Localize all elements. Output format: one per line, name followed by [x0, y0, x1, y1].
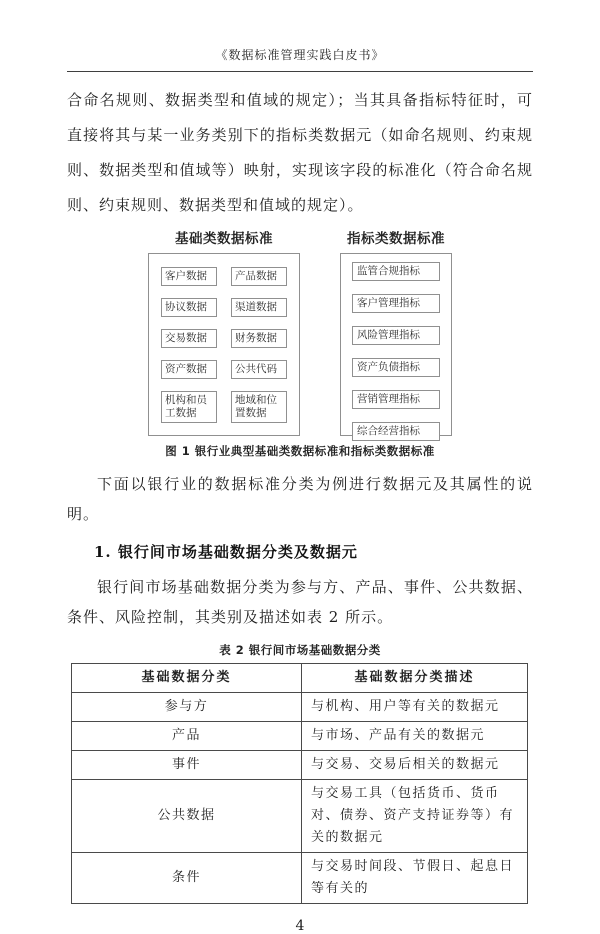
data-category-box: 公共代码	[231, 360, 287, 379]
indicator-standards-title: 指标类数据标准	[347, 231, 445, 247]
basic-standards-group	[148, 227, 300, 436]
data-category-box: 机构和员工数据	[161, 391, 217, 423]
table-row	[72, 751, 528, 780]
figure-caption: 图 1 银行业典型基础类数据标准和指标类数据标准	[165, 444, 435, 458]
basic-standards-column-1	[161, 267, 217, 421]
indicator-category-box: 风险管理指标	[352, 326, 440, 345]
indicator-category-box: 资产负债指标	[352, 358, 440, 377]
cell-category: 参与方	[72, 693, 302, 722]
cell-description: 与市场、产品有关的数据元	[302, 722, 528, 751]
cell-category: 产品	[72, 722, 302, 751]
paragraph-intro: 下面以银行业的数据标准分类为例进行数据元及其属性的说明。	[67, 475, 533, 523]
section-heading: 1. 银行间市场基础数据分类及数据元	[94, 543, 358, 561]
data-category-box: 渠道数据	[231, 298, 287, 317]
figure-diagram	[67, 227, 533, 436]
page-number: 4	[295, 918, 305, 934]
cell-category: 公共数据	[72, 780, 302, 853]
basic-standards-box	[148, 253, 300, 436]
cell-description: 与交易时间段、节假日、起息日等有关的	[302, 853, 528, 904]
column-header-category: 基础数据分类	[72, 664, 302, 693]
data-category-box: 地域和位置数据	[231, 391, 287, 423]
data-category-box: 协议数据	[161, 298, 217, 317]
indicator-standards-group	[340, 227, 452, 436]
table-row	[72, 853, 528, 904]
paragraph-continuation: 合命名规则、数据类型和值域的规定）；当其具备指标特征时，可直接将其与某一业务类别下的指标类数据元（如命名规则、约束规则、数据类型和值域等）映射，实现该字段的标准化（符合命名规则、约束规则、数据类型和值域的规定）。	[67, 91, 533, 214]
document-title: 《数据标准管理实践白皮书》	[215, 48, 385, 62]
page-header	[67, 46, 533, 72]
data-category-box: 产品数据	[231, 267, 287, 286]
column-header-description: 基础数据分类描述	[302, 664, 528, 693]
indicator-category-box: 客户管理指标	[352, 294, 440, 313]
paragraph-section-body: 银行间市场基础数据分类为参与方、产品、事件、公共数据、条件、风险控制，其类别及描述如表 2 所示。	[67, 578, 533, 626]
indicator-standards-box	[340, 253, 452, 436]
basic-standards-title: 基础类数据标准	[175, 231, 273, 247]
basic-standards-column-2	[231, 267, 287, 421]
cell-description: 与交易工具（包括货币、货币对、债券、资产支持证券等）有关的数据元	[302, 780, 528, 853]
cell-description: 与机构、用户等有关的数据元	[302, 693, 528, 722]
figure-1	[67, 227, 533, 459]
table-row	[72, 780, 528, 853]
cell-description: 与交易、交易后相关的数据元	[302, 751, 528, 780]
table-row	[72, 722, 528, 751]
cell-category: 事件	[72, 751, 302, 780]
table-header-row	[72, 664, 528, 693]
data-category-box: 财务数据	[231, 329, 287, 348]
data-category-box: 客户数据	[161, 267, 217, 286]
table-caption: 表 2 银行间市场基础数据分类	[219, 643, 381, 657]
indicator-category-box: 营销管理指标	[352, 390, 440, 409]
indicator-category-box: 监管合规指标	[352, 262, 440, 281]
cell-category: 条件	[72, 853, 302, 904]
indicator-category-box: 综合经营指标	[352, 422, 440, 441]
data-category-box: 资产数据	[161, 360, 217, 379]
data-category-box: 交易数据	[161, 329, 217, 348]
basic-data-classification-table	[71, 663, 528, 904]
table-row	[72, 693, 528, 722]
